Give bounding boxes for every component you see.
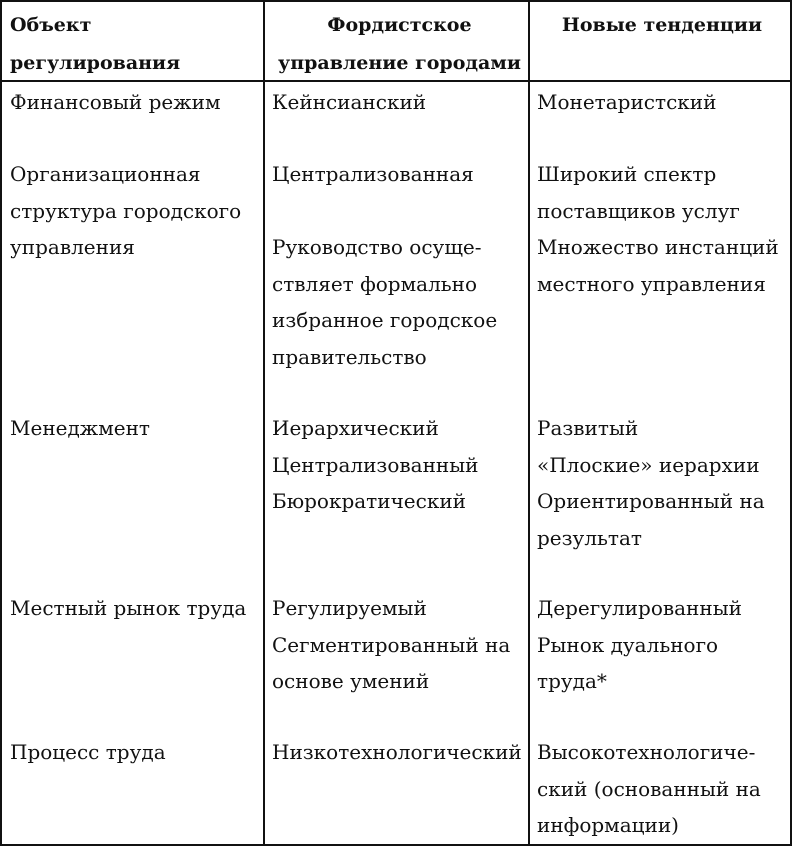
table-cell-r5-c2: Низкотехнологический: [272, 740, 522, 764]
table-border-left: [0, 0, 2, 846]
table-border-top: [0, 0, 792, 2]
table-cell-r3-c1: Менеджмент: [10, 416, 150, 440]
table-cell-r5-c1: Процесс труда: [10, 740, 166, 764]
column-divider-1: [263, 0, 265, 846]
table-cell-r2-c1: Организационная структура городского управления: [10, 162, 242, 259]
table-cell-r4-c2: Регулируемый Сегментированный на основе умений: [272, 596, 511, 693]
table-cell-r4-c1: Местный рынок труда: [10, 596, 247, 620]
table-cell-r3-c2: Иерархический Централизованный Бюрократический: [272, 416, 479, 513]
table-cell-r4-c3: Дерегулированный Рынок дуального труда*: [537, 596, 742, 693]
header-cell-fordist: Фордистское управление городами: [278, 14, 521, 74]
header-cell-object: Объект регулирования: [10, 14, 181, 74]
table-cell-r5-c3: Высокотехнологиче- ский (основанный на информации): [537, 740, 761, 837]
table-cell-r2-c3: Широкий спектр поставщиков услуг Множество инстанций местного управления: [537, 162, 779, 296]
table-cell-r2-c2: Централизованная Руководство осуще- ствляет формально избранное городское правительство: [272, 162, 498, 369]
table-cell-r1-c2: Кейнсианский: [272, 90, 427, 114]
header-cell-new-trends: Новые тенденции: [561, 14, 763, 36]
column-divider-2: [528, 0, 530, 846]
table-cell-r3-c3: Развитый «Плоские» иерархии Ориентированный на результат: [537, 416, 765, 550]
table-cell-r1-c3: Монетаристский: [537, 90, 717, 114]
table-cell-r1-c1: Финансовый режим: [10, 90, 221, 114]
